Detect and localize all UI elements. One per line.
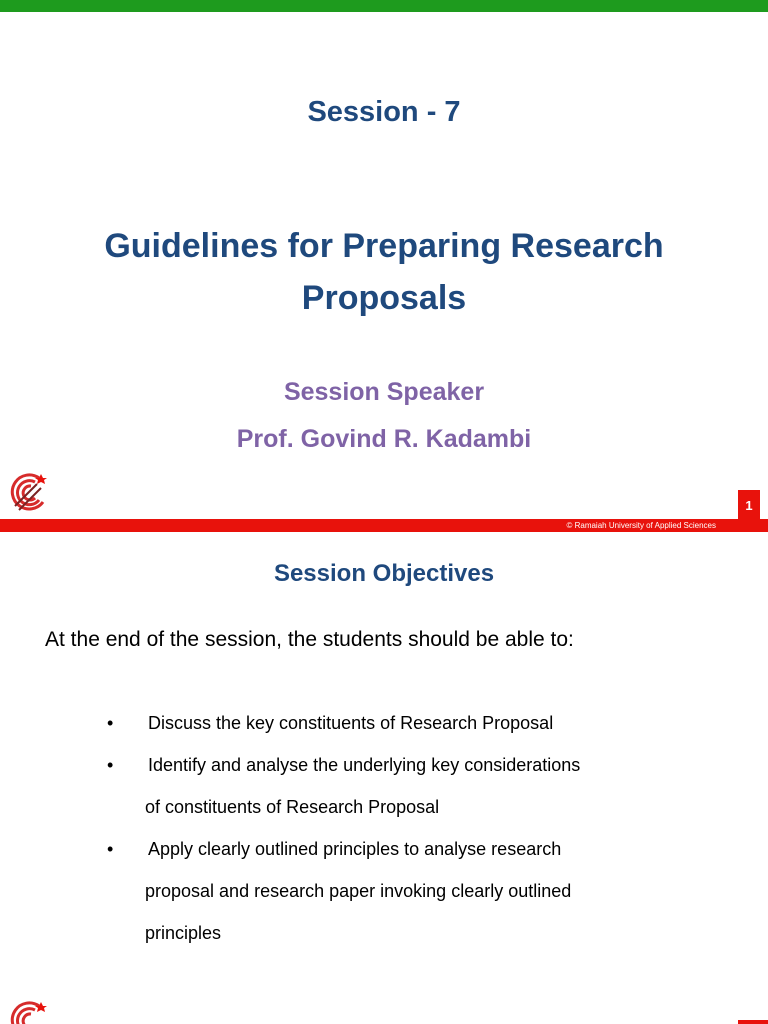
university-logo-icon — [9, 472, 47, 514]
slide-title — [40, 220, 728, 324]
top-green-bar — [0, 0, 768, 12]
page-number: 1 — [738, 490, 760, 520]
copyright-text: © Ramaiah University of Applied Sciences — [566, 521, 716, 530]
bullet-text: of constituents of Research Proposal — [145, 797, 440, 817]
bullet-text: Identify and analyse the underlying key considerations — [148, 755, 581, 775]
bullet-icon: • — [107, 755, 114, 775]
bullet-icon: • — [107, 713, 114, 733]
bullet-text: Apply clearly outlined principles to analyse research — [148, 839, 562, 859]
objectives-intro: At the end of the session, the students should be able to: — [45, 628, 574, 651]
slide-2 — [0, 532, 768, 1024]
speaker-label: Session Speaker — [283, 378, 485, 406]
bullet-text: principles — [145, 923, 222, 943]
slide-title-line-2: Proposals — [301, 279, 467, 317]
session-label: Session - 7 — [307, 96, 461, 128]
bullet-text: proposal and research paper invoking clearly outlined — [145, 881, 572, 901]
bullet-icon: • — [107, 839, 114, 859]
university-logo-icon — [9, 1000, 47, 1024]
slide-title-line-1: Guidelines for Preparing Research — [104, 227, 664, 265]
bullet-text: Discuss the key constituents of Research Proposal — [148, 713, 554, 733]
page-number-tab — [738, 1020, 768, 1024]
objectives-title: Session Objectives — [273, 560, 495, 587]
speaker-name: Prof. Govind R. Kadambi — [236, 425, 532, 453]
